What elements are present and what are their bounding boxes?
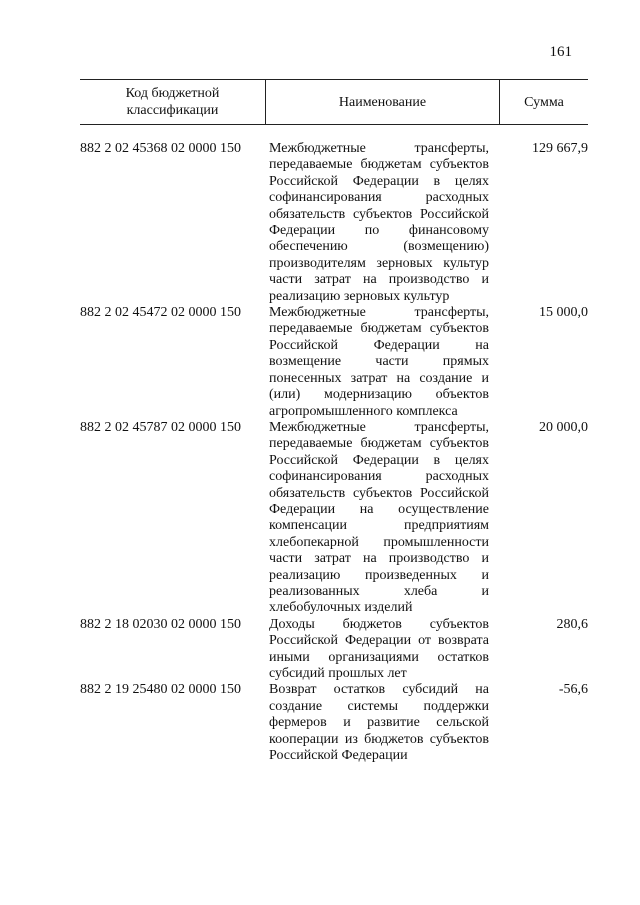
budget-code: 882 2 18 02030 02 0000 150 xyxy=(80,616,241,632)
table-row xyxy=(80,305,588,420)
row-amount: 129 667,9 xyxy=(532,141,588,156)
row-name: Межбюджетные трансферты, передаваемые бюджетам субъектов Российской Федерации в целях софинансирования расходных обязательств субъектов Российской Федерации на осуществление компенсации предприятиям хлебопекарной промышленности части затрат на производство и реализацию произведенных и реализованных хлеба и хлебобулочных изделий xyxy=(269,419,489,616)
row-name: Межбюджетные трансферты, передаваемые бюджетам субъектов Российской Федерации на возмещение части прямых понесенных затрат на создание и (или) модернизацию объектов агропромышленного комплекса xyxy=(269,305,489,419)
row-amount: -56,6 xyxy=(558,682,588,698)
budget-code: 882 2 02 45787 02 0000 150 xyxy=(80,419,241,435)
row-name: Межбюджетные трансферты, передаваемые бюджетам субъектов Российской Федерации в целях софинансирования расходных обязательств субъектов Российской Федерации по финансовому обеспечению (возмещению) производителям зерновых культур части затрат на производство и реализацию зерновых культур xyxy=(269,141,489,304)
table-row xyxy=(80,682,588,764)
budget-code: 882 2 02 45368 02 0000 150 xyxy=(80,141,241,156)
table-header xyxy=(80,79,588,125)
row-amount: 20 000,0 xyxy=(539,419,588,435)
budget-code: 882 2 02 45472 02 0000 150 xyxy=(80,305,241,321)
page-number: 161 xyxy=(549,44,572,60)
table-row xyxy=(80,420,588,617)
row-amount: 15 000,0 xyxy=(539,305,588,321)
table-body xyxy=(80,141,588,764)
table-row xyxy=(80,141,588,305)
row-amount: 280,6 xyxy=(556,616,588,632)
header-code: Код бюджетной классификации xyxy=(80,80,266,124)
budget-code: 882 2 19 25480 02 0000 150 xyxy=(80,682,241,698)
row-name: Доходы бюджетов субъектов Российской Федерации от возврата иными организациями остатков субсидий прошлых лет xyxy=(269,616,489,681)
header-sum: Сумма xyxy=(524,94,564,110)
table-row xyxy=(80,617,588,683)
header-name: Наименование xyxy=(266,80,500,124)
row-name: Возврат остатков субсидий на создание системы поддержки фермеров и развитие сельской кооперации из бюджетов субъектов Российской Федерации xyxy=(269,682,489,764)
